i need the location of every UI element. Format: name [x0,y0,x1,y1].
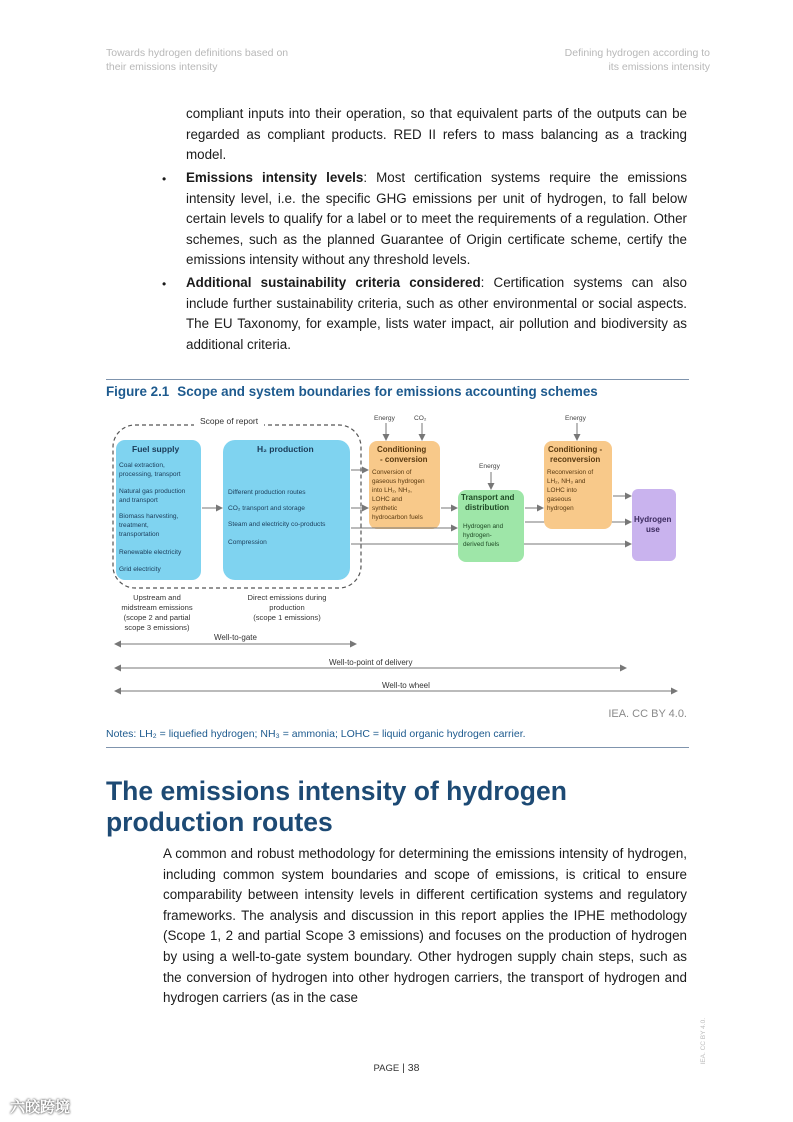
fuel-item: Coal extraction, [119,462,165,469]
co2-input-label: CO₂ [414,415,427,422]
conditioning-item: synthetic [372,505,398,512]
page-word: PAGE [373,1063,400,1074]
side-license-note: IEA. CC BY 4.0. [700,1018,707,1065]
transport-energy-label: Energy [479,463,500,470]
transport-title-2: distribution [465,503,509,512]
hydrogen-use-line1: Hydrogen [634,515,672,524]
fuel-item: transportation [119,531,160,538]
bullet-bold: Additional sustainability criteria considered [186,275,481,290]
conditioning-item: into LH₂, NH₃, [372,487,412,494]
system-boundaries-diagram [106,410,689,700]
header-left-line1: Towards hydrogen definitions based on [106,47,289,59]
upstream-label: midstream emissions [121,603,193,612]
transport-item: hydrogen- [463,532,492,539]
h2-item: CO₂ transport and storage [228,505,305,512]
conditioning-item: hydrocarbon fuels [372,514,423,521]
fuel-item: Renewable electricity [119,549,182,556]
fuel-item: and transport [119,497,158,504]
transport-title-1: Transport and [461,493,515,502]
watermark: 六皎跨境 [10,1099,71,1116]
reconversion-item: Reconversion of [547,469,594,476]
upstream-label: scope 3 emissions) [124,623,190,632]
header-right-line1: Defining hydrogen according to [564,47,710,59]
bullet-text: : Most certification systems require the emissions intensity level, i.e. the specific GHG emissions per unit of hydrogen, to fall below certain levels to qualify for a label or to meet the requirements of a regulation. Other schemes, such as the planned Guarantee of Origin certificate scheme, certify the emissions intensity without any threshold levels. [186,170,687,268]
figure-title [106,384,598,399]
bullet-text: : Certification systems can also include further sustainability criteria, such as other environmental or social aspects. The EU Taxonomy, for example, lists water impact, air pollution and biodiversity as additional criteria. [186,275,687,352]
direct-label: production [269,603,305,612]
transport-item: Hydrogen and [463,523,504,530]
conditioning-item: Conversion of [372,469,412,476]
reconversion-title-1: Conditioning - [548,445,603,454]
reconversion-item: LOHC into [547,487,577,494]
h2-item: Steam and electricity co-products [228,521,326,528]
scope-label: Scope of report [200,416,259,426]
conditioning-title-2: - conversion [380,455,428,464]
continued-paragraph: compliant inputs into their operation, so that equivalent parts of the outputs can be regarded as compliant products. RED II refers to mass balancing as a tracking model. [186,106,687,163]
fuel-item: processing, transport [119,471,181,478]
bullet-dot: • [162,277,167,291]
reconversion-item: hydrogen [547,505,574,512]
figure-credit: IEA. CC BY 4.0. [608,708,687,720]
body-paragraph: A common and robust methodology for determining the emissions intensity of hydrogen, including common system boundaries and scope of emissions, is critical to ensure comparability between intensity levels in different certification systems and regulatory frameworks. The analysis and discussion in this report applies the IPHE methodology (Scope 1, 2 and partial Scope 3 emissions) and focuses on the production of hydrogen by using a well-to-gate system boundary. Other hydrogen supply chain steps, such as the conversion of hydrogen into other hydrogen carriers, the transport of hydrogen and hydrogen carriers (as in the case [163,846,687,1006]
figure-number: Figure 2.1 [106,384,170,399]
header-right-line2: its emissions intensity [608,60,710,73]
fuel-item: treatment, [119,522,149,529]
running-header-left [106,47,288,74]
page-number: 38 [407,1062,420,1074]
well-to-gate-label: Well-to-gate [214,633,257,642]
figure-bottom-rule [106,747,689,748]
reconversion-item: LH₂, NH₃ and [547,478,586,485]
fuel-item: Grid electricity [119,566,161,573]
figure-notes: Notes: LH₂ = liquefied hydrogen; NH₃ = ammonia; LOHC = liquid organic hydrogen carrier. [106,728,526,740]
direct-label: (scope 1 emissions) [253,613,321,622]
bullet-dot: • [162,172,167,186]
fuel-item: Natural gas production [119,488,186,495]
header-left-line2: their emissions intensity [106,60,218,73]
reconversion-title-2: reconversion [550,455,601,464]
bullet-emissions-intensity [186,168,687,271]
hydrogen-use-line2: use [646,525,660,534]
upstream-label: (scope 2 and partial [123,613,191,622]
fuel-supply-box [116,440,201,580]
section-title: The emissions intensity of hydrogen production routes [106,776,567,837]
h2-item: Compression [228,539,267,546]
fuel-supply-title: Fuel supply [132,444,180,454]
page-footer: PAGE | 38 [373,1062,420,1074]
h2-item: Different production routes [228,489,306,496]
upstream-label: Upstream and [133,593,181,602]
direct-label: Direct emissions during [247,593,327,602]
conditioning-item: LOHC and [372,496,403,503]
fuel-item: Biomass harvesting, [119,513,179,520]
conditioning-item: gaseous hydrogen [372,478,425,485]
figure-caption: Scope and system boundaries for emissions accounting schemes [177,384,598,399]
bullet-sustainability [186,273,687,355]
running-header-right [565,47,710,74]
h2-production-title: H₂ production [257,444,314,454]
conditioning-title-1: Conditioning [377,445,427,454]
energy-input-label: Energy [374,415,395,422]
transport-item: derived fuels [463,541,500,548]
well-to-wheel-label: Well-to wheel [382,681,430,690]
bullet-bold: Emissions intensity levels [186,170,364,185]
reconversion-energy-label: Energy [565,415,586,422]
figure-top-rule [106,379,689,380]
well-to-delivery-label: Well-to-point of delivery [329,658,413,667]
reconversion-item: gaseous [547,496,572,503]
